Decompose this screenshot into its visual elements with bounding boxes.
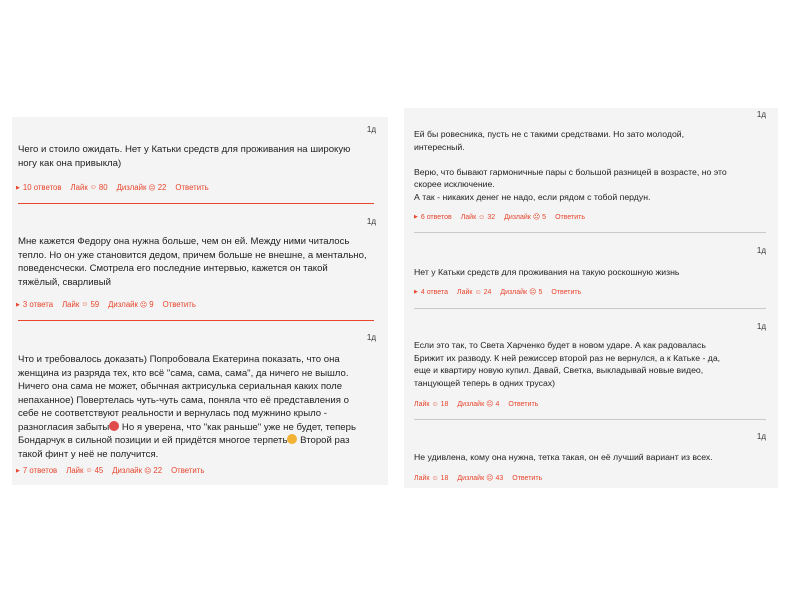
like-label: Лайк (456, 288, 473, 296)
triangle-right-icon: ▶ (16, 467, 20, 474)
divider (18, 203, 374, 204)
comment-text: Не удивлена, кому она нужна, тетка такая, он её лучший вариант из всех. (414, 452, 713, 462)
like-count: 59 (90, 300, 100, 309)
dislike-count: 9 (149, 300, 154, 309)
thumb-up-icon: ☺ (474, 288, 482, 296)
reply-button[interactable]: Ответить (162, 300, 196, 309)
thumb-up-icon: ☺ (81, 301, 89, 308)
dislike-count: 5 (538, 288, 543, 296)
reply-button[interactable]: Ответить (555, 213, 585, 221)
comment-timestamp: 1д (756, 432, 766, 441)
divider (18, 320, 374, 321)
comment-actions (16, 300, 205, 309)
comment-actions (414, 474, 551, 482)
thumb-up-icon: ☺ (89, 184, 97, 191)
like-label: Лайк (62, 300, 80, 309)
thumb-up-icon: ☺ (431, 474, 439, 482)
dislike-button[interactable] (457, 400, 499, 408)
replies-count: 7 ответов (22, 466, 58, 475)
dislike-count: 4 (495, 400, 500, 408)
comment-timestamp: 1д (366, 125, 376, 134)
thumb-up-icon: ☺ (478, 213, 486, 221)
divider (414, 419, 766, 420)
like-button[interactable] (461, 214, 495, 221)
reply-button[interactable]: Ответить (175, 183, 209, 192)
dislike-label: Дизлайк (457, 474, 485, 482)
reply-button[interactable]: Ответить (171, 466, 205, 475)
like-count: 80 (98, 183, 108, 192)
dislike-count: 22 (157, 183, 167, 192)
reply-button[interactable]: Ответить (512, 474, 543, 482)
comment-timestamp: 1д (756, 322, 766, 331)
like-button[interactable] (71, 183, 108, 192)
dislike-button[interactable] (112, 466, 162, 475)
like-count: 24 (483, 288, 492, 296)
replies-toggle[interactable] (16, 300, 53, 309)
dislike-button[interactable] (504, 213, 546, 221)
dislike-button[interactable] (457, 474, 503, 482)
replies-toggle[interactable] (16, 183, 62, 192)
thumb-down-icon: ☹ (529, 289, 537, 296)
dislike-count: 22 (153, 466, 163, 475)
triangle-right-icon: ▶ (16, 184, 20, 191)
divider (414, 308, 766, 309)
comment-text: Если это так, то Света Харченко будет в новом ударе. А как радовалась Брижит их разводу. К ней режиссер второй раз не вернулся, а к Катьке - да, еще и квартиру новую купил. Давай, Светка, выкладывай новые видео, танцующей теперь в одних трусах) (414, 340, 721, 388)
like-count: 18 (440, 474, 449, 482)
replies-toggle[interactable] (16, 466, 57, 475)
thumb-down-icon: ☹ (144, 467, 152, 475)
replies-count: 3 ответа (22, 300, 54, 309)
reply-button[interactable]: Ответить (508, 400, 539, 408)
comment-text: Мне кажется Федору она нужна больше, чем он ей. Между ними читалось тепло. Но он уже становится дедом, причем больше не внешне, а ментально, поведенсчески. Смотрела его последние интервью, кажется он такой тяжёлый, сварливый (18, 236, 367, 288)
replies-count: 6 ответов (420, 213, 452, 221)
kiss-emoji-icon (109, 421, 119, 431)
like-label: Лайк (414, 400, 430, 408)
comment-actions (414, 288, 590, 296)
like-button[interactable] (66, 466, 103, 475)
replies-count: 10 ответов (22, 183, 62, 192)
dislike-count: 43 (495, 474, 504, 482)
comment-actions (16, 466, 213, 475)
dislike-label: Дизлайк (457, 400, 485, 408)
reply-button[interactable]: Ответить (551, 288, 582, 296)
like-label: Лайк (66, 466, 84, 475)
like-button[interactable] (414, 475, 448, 482)
dislike-label: Дизлайк (108, 300, 138, 309)
comment-timestamp: 1д (366, 333, 376, 342)
comment-actions (414, 213, 594, 221)
thumb-up-icon: ☺ (431, 400, 439, 408)
replies-toggle[interactable] (414, 214, 452, 221)
dislike-button[interactable] (108, 300, 153, 309)
comment-timestamp: 1д (756, 246, 766, 255)
like-label: Лайк (70, 183, 88, 192)
thumb-down-icon: ☹ (148, 184, 156, 192)
comment-timestamp: 1д (366, 217, 376, 226)
thumb-down-icon: ☹ (532, 214, 541, 221)
like-count: 32 (487, 213, 496, 221)
comments-panel-right (404, 108, 778, 488)
comment-actions (414, 400, 547, 408)
like-button[interactable] (414, 401, 448, 408)
thumb-down-icon: ☹ (139, 301, 148, 309)
dislike-label: Дизлайк (500, 288, 528, 296)
comment-text-part: Второй раз такой финт у неё не получится. (18, 435, 350, 460)
dislike-button[interactable] (117, 183, 167, 192)
comment-actions (16, 183, 218, 192)
comment-text: Ей бы ровесника, пусть не с такими средствами. Но зато молодой, интересный. Верю, что бывают гармоничные пары с большой разницей в возрасте, но это скорее исключение. А так - никаких денег не надо, если рядом с тобой пердун. (414, 129, 727, 202)
grimace-emoji-icon (287, 434, 297, 444)
dislike-button[interactable] (500, 288, 542, 296)
comments-panel-left (12, 117, 388, 485)
like-count: 45 (94, 466, 104, 475)
comment-text (18, 353, 368, 461)
thumb-down-icon: ☹ (486, 401, 494, 408)
triangle-right-icon: ▶ (414, 214, 418, 220)
comment-text-part: Что и требовалось доказать) Попробовала Екатерина показать, что она женщина из разряда тех, кто всё "сама, сама, сама", да ничего не вышло. Ничего она сама не может, обычная актрисулька сериальная каких поле непаханное) Повертелась чуть-чуть сама, поняла что её представления о себе не соответствуют реальности и вернулась под мужнино крыло - разногласия забыты (18, 354, 349, 433)
like-button[interactable] (457, 289, 491, 296)
like-label: Лайк (460, 213, 477, 221)
divider (414, 232, 766, 233)
thumb-up-icon: ☺ (85, 467, 93, 474)
dislike-label: Дизлайк (504, 213, 531, 221)
like-label: Лайк (414, 474, 430, 482)
replies-count: 4 ответа (420, 288, 448, 296)
thumb-down-icon: ☹ (486, 475, 494, 482)
dislike-label: Дизлайк (116, 183, 147, 192)
triangle-right-icon: ▶ (16, 301, 20, 308)
dislike-count: 5 (542, 213, 547, 221)
comment-text: Чего и стоило ожидать. Нет у Катьки средств для проживания на широкую ногу как она привыкла) (18, 144, 351, 169)
comment-timestamp: 1д (756, 110, 766, 119)
comment-text: Нет у Катьки средств для проживания на такую роскошную жизнь (414, 267, 680, 277)
comment-text-part: Но я уверена, что "как раньше" уже не будет, теперь Бондарчук в сильной позиции и ей придётся многое терпеть (18, 421, 356, 446)
like-count: 18 (440, 400, 449, 408)
like-button[interactable] (62, 300, 99, 309)
triangle-right-icon: ▶ (414, 289, 418, 295)
dislike-label: Дизлайк (112, 466, 143, 475)
replies-toggle[interactable] (414, 289, 448, 296)
